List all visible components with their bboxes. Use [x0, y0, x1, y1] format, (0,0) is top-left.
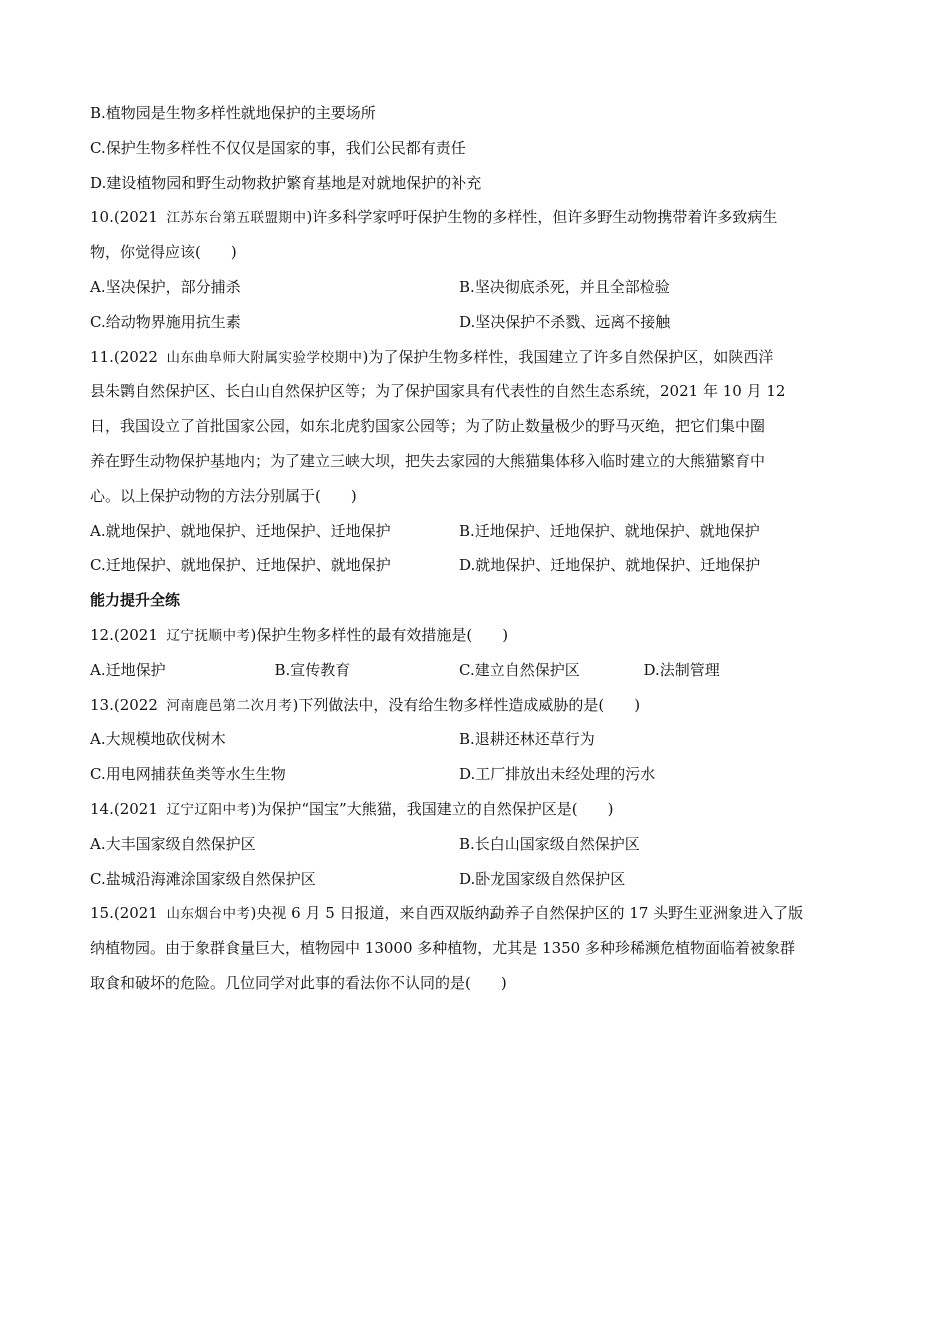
- q9-option-c: C.保护生物多样性不仅仅是国家的事，我们公民都有责任: [90, 138, 466, 157]
- q12-option-c: C.建立自然保护区: [459, 660, 580, 679]
- q13-options-row2: [90, 757, 855, 792]
- q15-stem-line2: 纳植物园。由于象群食量巨大，植物园中 13000 多种植物，尤其是 1350 多种珍稀濒危植物面临着被象群: [90, 939, 795, 958]
- q9-option-d: D.建设植物园和野生动物救护繁育基地是对就地保护的补充: [90, 173, 482, 192]
- q11-stem-line3: 日，我国设立了首批国家公园，如东北虎豹国家公园等；为了防止数量极少的野马灭绝，把它们集中圈: [90, 417, 766, 436]
- q11-option-b: B.迁地保护、迁地保护、就地保护、就地保护: [459, 521, 760, 540]
- q10-options-row1: [90, 270, 855, 305]
- q15-source: 山东烟台中考: [157, 906, 251, 923]
- q12-option-d: D.法制管理: [643, 660, 720, 679]
- q11-stem-line4: 养在野生动物保护基地内；为了建立三峡大坝，把失去家园的大熊猫集体移入临时建立的大熊猫繁育中: [90, 451, 766, 470]
- q12-stem-text: )保护生物多样性的最有效措施是( ): [250, 625, 509, 644]
- section-heading: 能力提升全练: [90, 591, 181, 610]
- q13-stem-text: )下列做法中，没有给生物多样性造成威胁的是( ): [292, 695, 641, 714]
- q14-options-row1: [90, 827, 855, 862]
- q11-option-c: C.迁地保护、就地保护、迁地保护、就地保护: [90, 556, 391, 575]
- worksheet-page: [90, 96, 855, 1001]
- q14-option-d: D.卧龙国家级自然保护区: [459, 869, 626, 888]
- q12-option-b: B.宣传教育: [274, 660, 351, 679]
- q14-option-c: C.盐城沿海滩涂国家级自然保护区: [90, 869, 316, 888]
- q14-option-a: A.大丰国家级自然保护区: [90, 834, 256, 853]
- q14-source: 辽宁辽阳中考: [157, 801, 251, 818]
- q10-source: 江苏东台第五联盟期中: [157, 210, 307, 227]
- q14-stem: [90, 792, 855, 827]
- q11-stem-text: )为了保护生物多样性，我国建立了许多自然保护区，如陕西洋: [362, 347, 774, 366]
- q11-option-a: A.就地保护、就地保护、迁地保护、迁地保护: [90, 521, 391, 540]
- q13-option-b: B.退耕还林还草行为: [459, 730, 595, 749]
- q12-options-row: [90, 653, 855, 688]
- q12-option-a: A.迁地保护: [90, 660, 166, 679]
- q11-stem-line1: [90, 340, 855, 375]
- q14-option-b: B.长白山国家级自然保护区: [459, 834, 640, 853]
- q11-option-d: D.就地保护、迁地保护、就地保护、迁地保护: [459, 556, 761, 575]
- q10-stem-line1: [90, 200, 855, 235]
- q12-number: 12.(2021: [90, 625, 158, 644]
- q11-stem-line5: 心。以上保护动物的方法分别属于( ): [90, 486, 357, 505]
- q11-source: 山东曲阜师大附属实验学校期中: [157, 349, 363, 366]
- q13-source: 河南鹿邑第二次月考: [157, 697, 293, 714]
- q15-stem-line1: [90, 896, 855, 931]
- q13-option-c: C.用电网捕获鱼类等水生生物: [90, 765, 286, 784]
- q10-stem-text: )许多科学家呼吁保护生物的多样性，但许多野生动物携带着许多致病生: [306, 208, 778, 227]
- q10-options-row2: [90, 305, 855, 340]
- q11-options-row1: [90, 514, 855, 549]
- q13-stem: [90, 688, 855, 723]
- q14-number: 14.(2021: [90, 799, 158, 818]
- q10-stem-line2: 物，你觉得应该( ): [90, 243, 237, 262]
- q10-option-d: D.坚决保护不杀戮、远离不接触: [459, 312, 671, 331]
- q13-options-row1: [90, 722, 855, 757]
- q12-stem: [90, 618, 855, 653]
- q13-option-a: A.大规模地砍伐树木: [90, 730, 226, 749]
- q10-option-c: C.给动物界施用抗生素: [90, 312, 241, 331]
- q10-option-a: A.坚决保护，部分捕杀: [90, 277, 241, 296]
- q13-option-d: D.工厂排放出未经处理的污水: [459, 765, 656, 784]
- q13-number: 13.(2022: [90, 695, 158, 714]
- q9-option-b: B.植物园是生物多样性就地保护的主要场所: [90, 104, 376, 122]
- q12-source: 辽宁抚顺中考: [157, 627, 251, 644]
- q10-option-b: B.坚决彻底杀死，并且全部检验: [459, 277, 670, 296]
- q11-number: 11.(2022: [90, 347, 158, 366]
- q14-options-row2: [90, 862, 855, 897]
- q11-stem-line2: 县朱鹮自然保护区、长白山自然保护区等；为了保护国家具有代表性的自然生态系统，2021 年 10 月 12: [90, 382, 786, 401]
- q15-number: 15.(2021: [90, 904, 158, 923]
- q15-stem-text: )央视 6 月 5 日报道，来自西双版纳勐养子自然保护区的 17 头野生亚洲象进入了版: [250, 904, 804, 923]
- q14-stem-text: )为保护“国宝”大熊猫，我国建立的自然保护区是( ): [250, 799, 614, 818]
- q11-options-row2: [90, 548, 855, 583]
- q10-number: 10.(2021: [90, 208, 158, 227]
- q15-stem-line3: 取食和破坏的危险。几位同学对此事的看法你不认同的是( ): [90, 973, 507, 992]
